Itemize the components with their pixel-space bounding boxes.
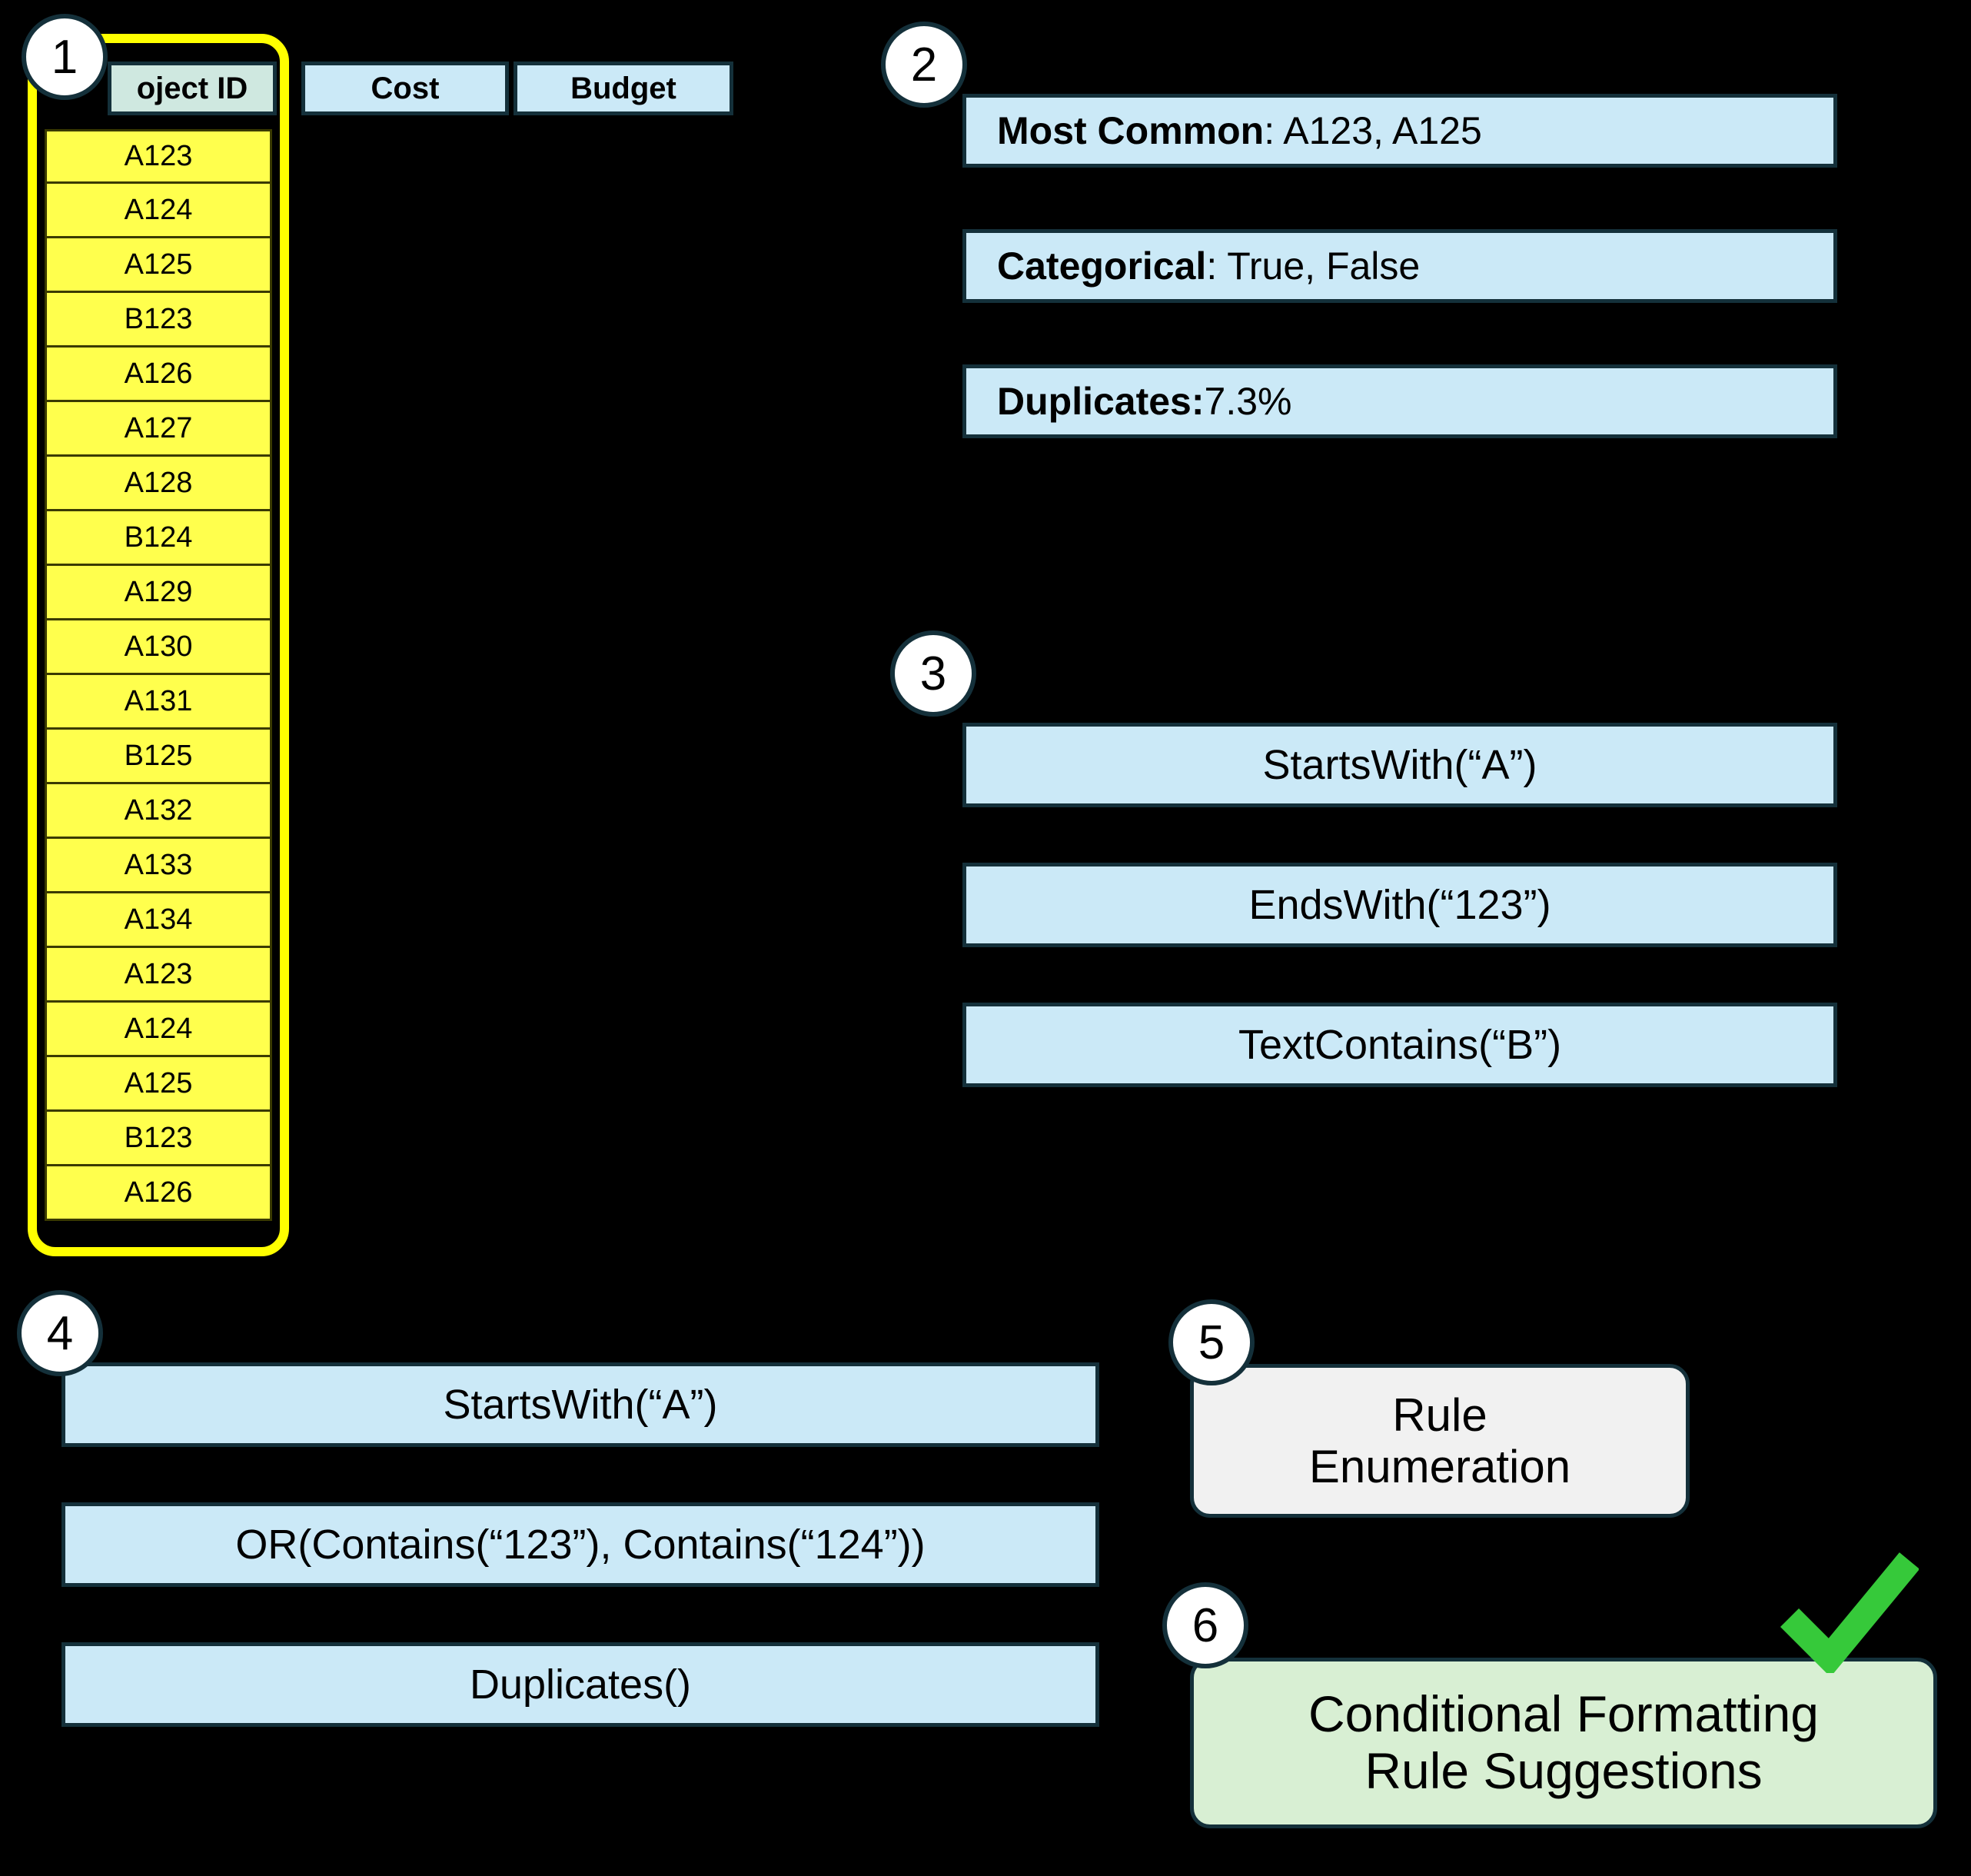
conditional-formatting-suggestions-node: [1190, 1658, 1937, 1828]
table-cell: A123: [45, 948, 272, 1003]
table-cell: A130: [45, 620, 272, 675]
step-badge-5-label: 5: [1198, 1316, 1225, 1369]
column-header-project-id-label: oject ID: [136, 71, 248, 105]
table-cell: A126: [45, 348, 272, 402]
step-badge-2: [881, 22, 967, 108]
table-cell: A125: [45, 238, 272, 293]
step-badge-5: [1168, 1299, 1255, 1385]
candidate-rule-textcontains[interactable]: [962, 1003, 1837, 1087]
column-header-cost-label: Cost: [371, 71, 440, 105]
table-cell: A124: [45, 184, 272, 238]
candidate-rule-startswith[interactable]: [962, 723, 1837, 807]
table-cell: B124: [45, 511, 272, 566]
profile-duplicates-value: 7.3%: [1204, 380, 1292, 423]
rule-enumeration-line1: Rule: [1392, 1389, 1487, 1441]
step-badge-3-label: 3: [919, 647, 947, 700]
profile-duplicates: [962, 364, 1837, 438]
table-cell: A133: [45, 839, 272, 893]
table-cell: B125: [45, 730, 272, 784]
candidate-rule-endswith-label: EndsWith(“123”): [1248, 882, 1551, 928]
step-badge-4-label: 4: [46, 1306, 74, 1360]
project-id-column-cells: [45, 129, 272, 1221]
step-badge-1: [22, 14, 108, 100]
step-badge-4: [17, 1290, 103, 1376]
table-cell: A131: [45, 675, 272, 730]
step-badge-1-label: 1: [51, 30, 78, 84]
profile-categorical-label: Categorical: [997, 244, 1207, 288]
column-header-budget-label: Budget: [570, 71, 676, 105]
final-node-line1: Conditional Formatting: [1308, 1685, 1819, 1743]
rule-enumeration-line2: Enumeration: [1308, 1441, 1571, 1492]
table-cell: A125: [45, 1057, 272, 1112]
step-badge-3: [890, 630, 976, 717]
table-cell: B123: [45, 1112, 272, 1166]
selected-rule-duplicates[interactable]: [61, 1642, 1099, 1727]
table-cell: A123: [45, 129, 272, 184]
selected-rule-or-contains-label: OR(Contains(“123”), Contains(“124”)): [235, 1522, 926, 1568]
profile-categorical-value: : True, False: [1206, 244, 1421, 288]
table-cell: A128: [45, 457, 272, 511]
selected-rule-startswith[interactable]: [61, 1362, 1099, 1447]
step-badge-6-label: 6: [1192, 1598, 1219, 1652]
candidate-rule-endswith[interactable]: [962, 863, 1837, 947]
rule-enumeration-node: [1190, 1364, 1690, 1518]
selected-rule-startswith-label: StartsWith(“A”): [443, 1382, 718, 1428]
step-badge-6: [1162, 1582, 1248, 1668]
profile-most-common: [962, 94, 1837, 168]
table-cell: A132: [45, 784, 272, 839]
profile-most-common-value: : A123, A125: [1264, 109, 1482, 152]
profile-categorical: [962, 229, 1837, 303]
selected-rule-or-contains[interactable]: [61, 1502, 1099, 1587]
check-mark-icon: [1780, 1550, 1919, 1673]
final-node-line2: Rule Suggestions: [1364, 1742, 1763, 1799]
profile-most-common-label: Most Common: [997, 109, 1265, 152]
candidate-rule-textcontains-label: TextContains(“B”): [1238, 1022, 1562, 1068]
column-header-cost: [301, 62, 509, 115]
profile-duplicates-label: Duplicates:: [997, 380, 1205, 423]
table-cell: A126: [45, 1166, 272, 1221]
table-cell: A129: [45, 566, 272, 620]
table-cell: A124: [45, 1003, 272, 1057]
column-header-budget: [514, 62, 733, 115]
step-badge-2-label: 2: [910, 38, 938, 91]
candidate-rule-startswith-label: StartsWith(“A”): [1262, 742, 1537, 788]
table-cell: A134: [45, 893, 272, 948]
table-cell: A127: [45, 402, 272, 457]
table-cell: B123: [45, 293, 272, 348]
selected-rule-duplicates-label: Duplicates(): [469, 1661, 692, 1708]
